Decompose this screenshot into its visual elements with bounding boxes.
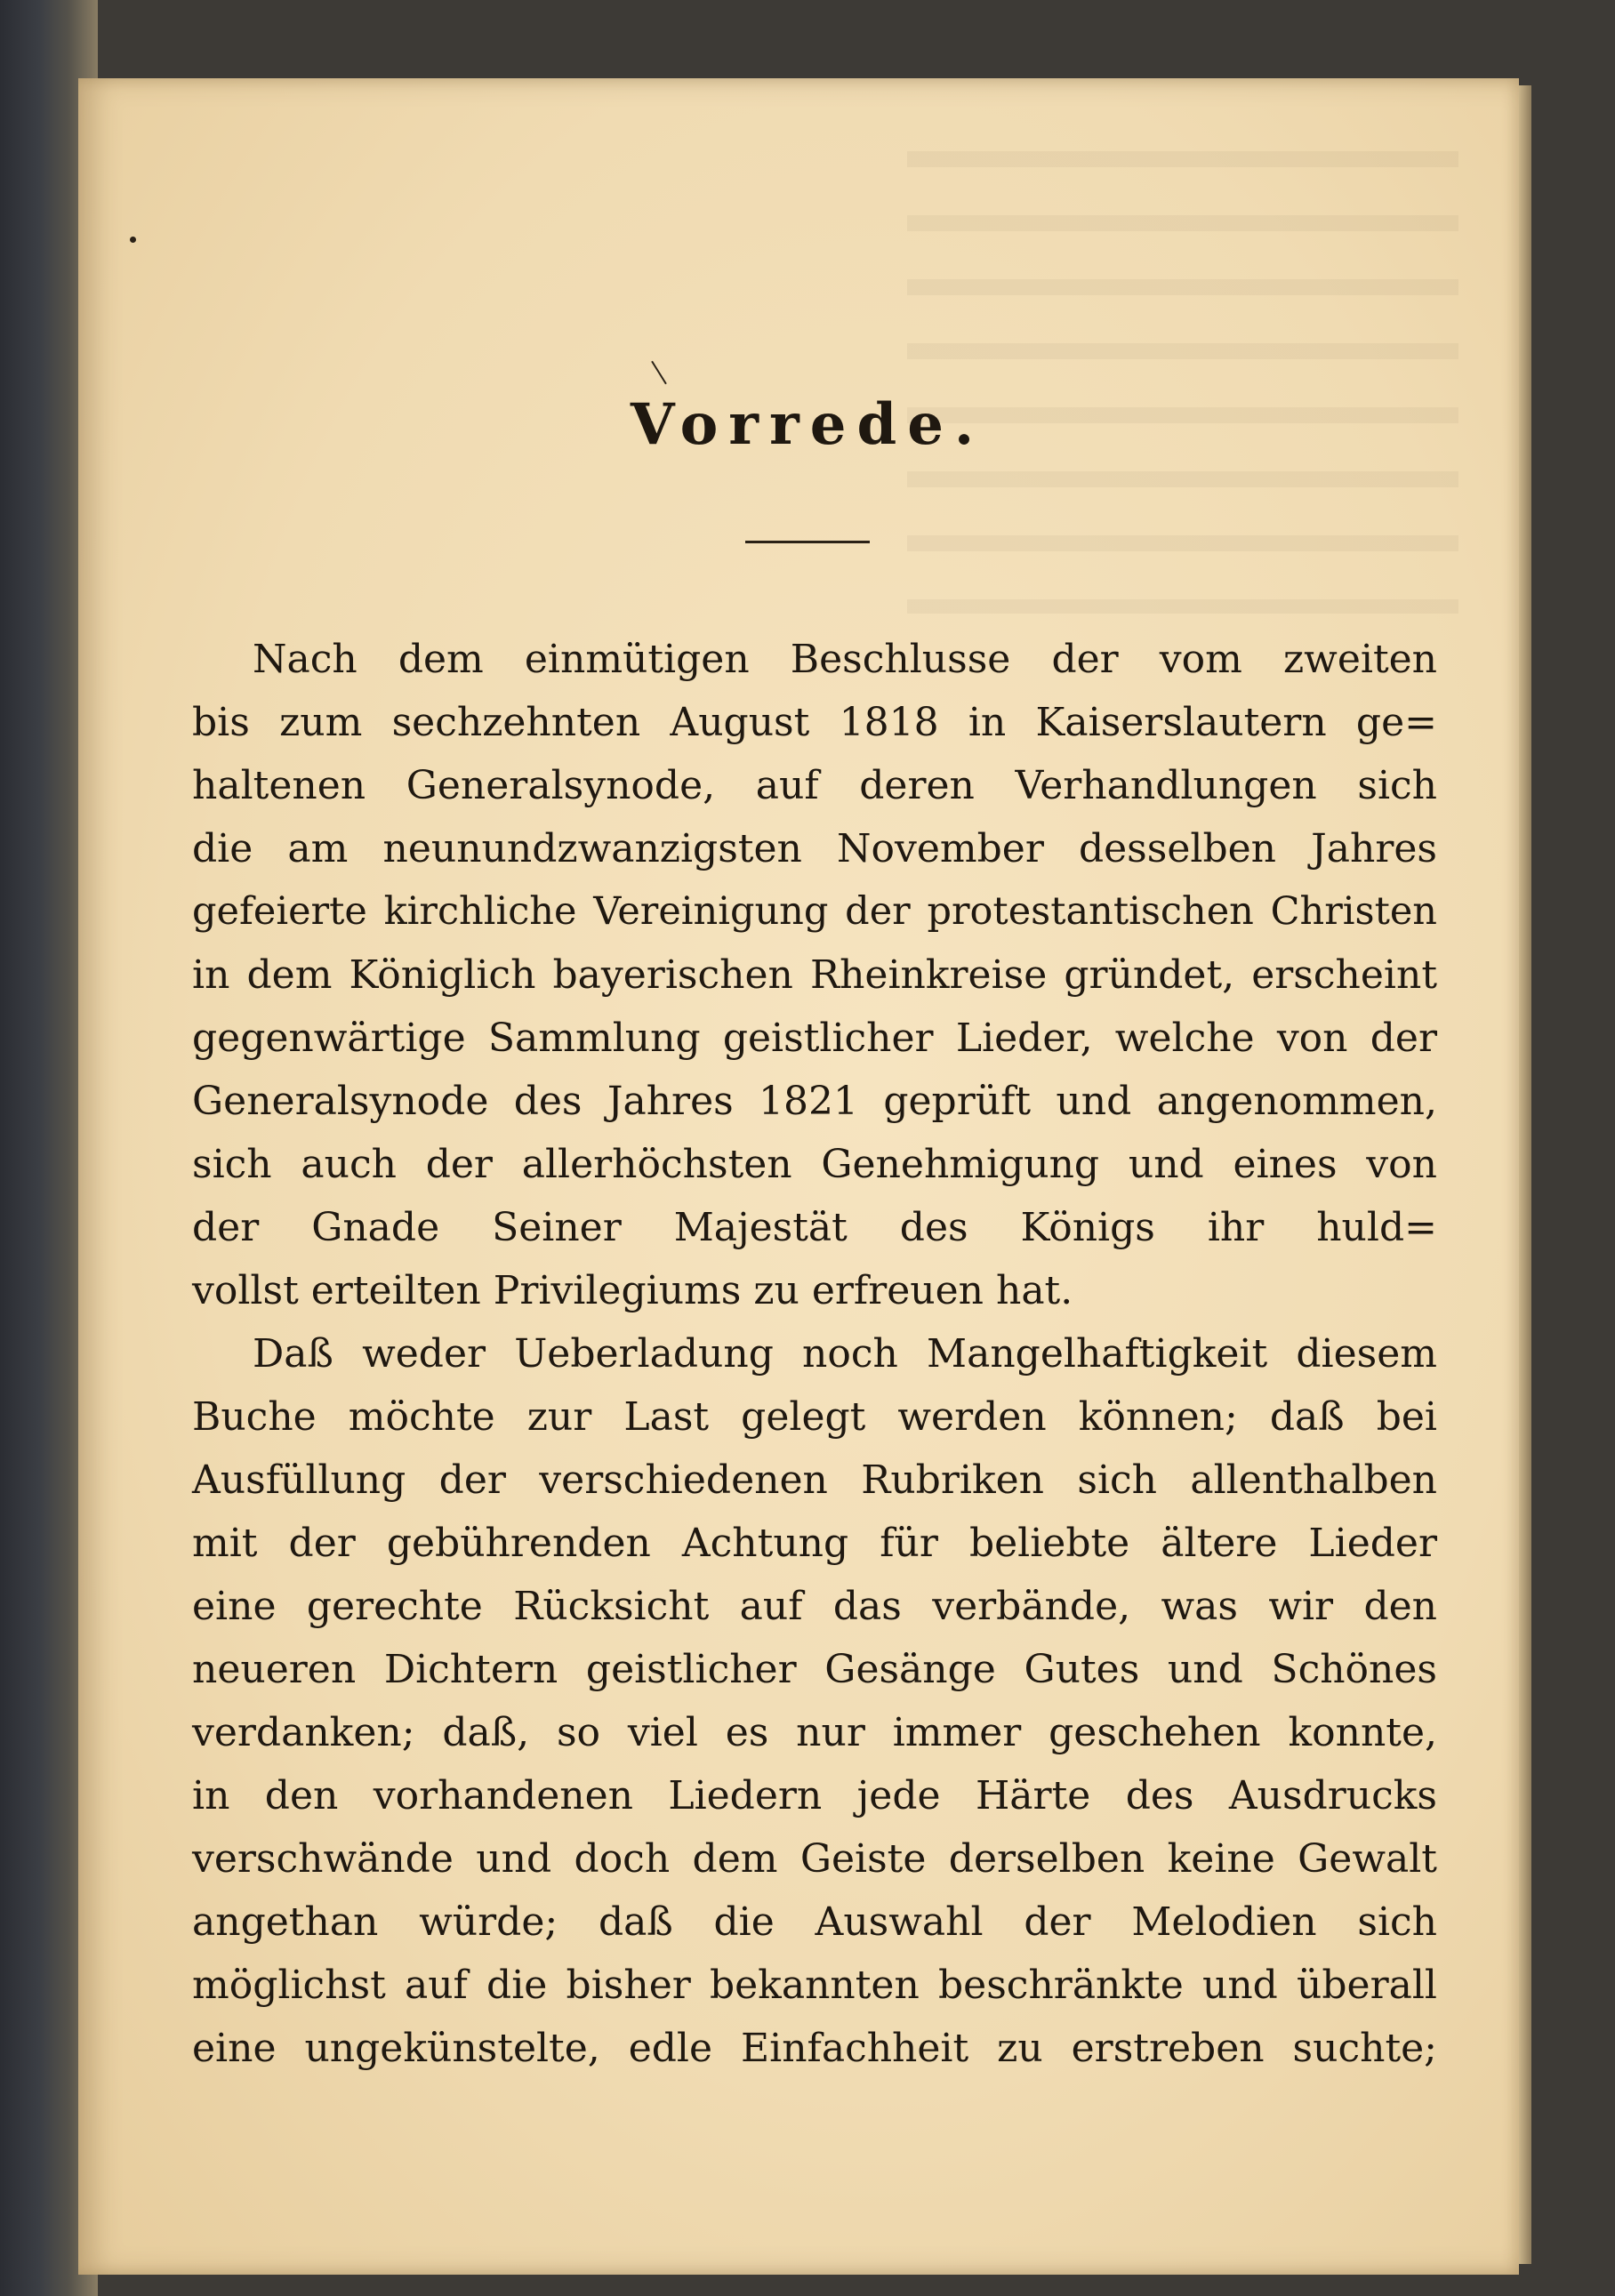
paragraph-2 xyxy=(192,1322,1437,2080)
text-line: möglichst auf die bisher bekannten beschränkte und überall xyxy=(192,1963,1437,2008)
text-line: eine ungekünstelte, edle Einfachheit zu erstreben suchte; xyxy=(192,2026,1437,2071)
body-text xyxy=(192,628,1437,2080)
text-line: angethan würde; daß die Auswahl der Melodien sich xyxy=(192,1899,1437,1945)
text-line: gefeierte kirchliche Vereinigung der protestantischen Christen xyxy=(192,889,1437,934)
text-line: in dem Königlich bayerischen Rheinkreise gründet, erscheint xyxy=(192,952,1437,998)
text-line: haltenen Generalsynode, auf deren Verhandlungen sich xyxy=(192,763,1437,808)
text-line: Generalsynode des Jahres 1821 geprüft und angenommen, xyxy=(192,1079,1437,1124)
text-line: mit der gebührenden Achtung für beliebte ältere Lieder xyxy=(192,1521,1437,1566)
heading-rule xyxy=(745,541,870,543)
text-line: Buche möchte zur Last gelegt werden können; daß bei xyxy=(192,1394,1437,1440)
text-line: in den vorhandenen Liedern jede Härte des Ausdrucks xyxy=(192,1773,1437,1818)
text-line: der Gnade Seiner Majestät des Königs ihr huld= xyxy=(192,1205,1437,1250)
text-line: vollst erteilten Privilegiums zu erfreuen hat. xyxy=(192,1268,1073,1313)
text-line: gegenwärtige Sammlung geistlicher Lieder, welche von der xyxy=(192,1016,1437,1061)
text-line: die am neunundzwanzigsten November desselben Jahres xyxy=(192,826,1437,871)
ink-dot-mark xyxy=(130,237,136,243)
text-line: Nach dem einmütigen Beschlusse der vom zweiten xyxy=(253,637,1437,682)
text-line: verdanken; daß, so viel es nur immer geschehen konnte, xyxy=(192,1710,1437,1755)
text-line: Ausfüllung der verschiedenen Rubriken sich allenthalben xyxy=(192,1457,1437,1503)
text-line: neueren Dichtern geistlicher Gesänge Gutes und Schönes xyxy=(192,1647,1437,1692)
text-line: sich auch der allerhöchsten Genehmigung und eines von xyxy=(192,1142,1437,1187)
page-heading: Vorrede. xyxy=(630,391,985,458)
bleed-through-texture xyxy=(907,151,1458,614)
paragraph-1 xyxy=(192,628,1437,1322)
text-line: Daß weder Ueberladung noch Mangelhaftigkeit diesem xyxy=(253,1331,1437,1377)
text-line: verschwände und doch dem Geiste derselben keine Gewalt xyxy=(192,1836,1437,1882)
text-line: eine gerechte Rücksicht auf das verbände, was wir den xyxy=(192,1584,1437,1629)
text-line: bis zum sechzehnten August 1818 in Kaiserslautern ge= xyxy=(192,700,1437,745)
